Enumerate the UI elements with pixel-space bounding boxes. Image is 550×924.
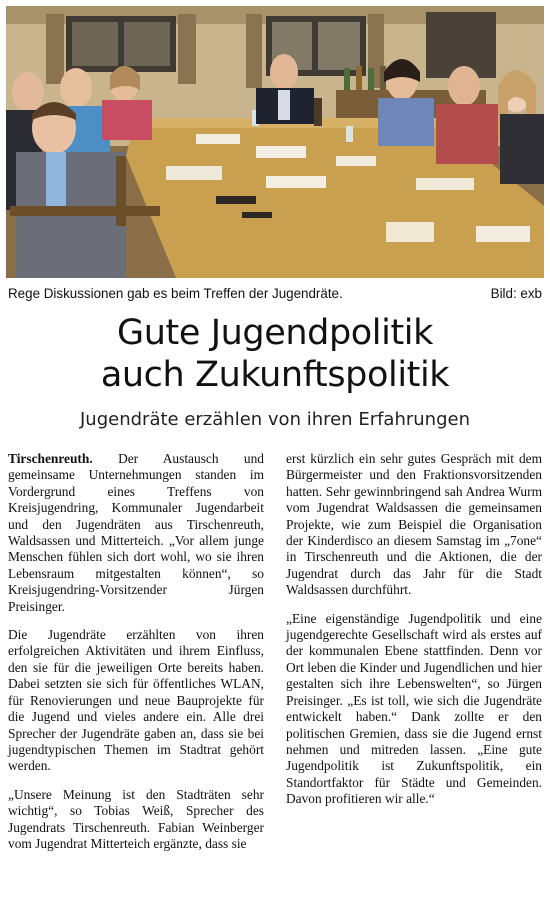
paragraph-4: erst kürzlich ein sehr gutes Gespräch mit dem Bürgermeister und den Fraktionsvorsitzenden hatten. Sehr gewinnbringend sah Andrea Wurm vom Jugendrat Waldsassen die gemeinsamen Projekte, wie zum Beispiel die Organisation der Kinderdisco an diesem Samstag im „7one“ in Tirschenreuth und die Aktionen, die der Jugendrat durch das Jahr für die Stadt Waldsassen durchführt. <box>286 451 542 598</box>
article-column-left <box>8 451 264 864</box>
headline-line-1: Gute Jugendpolitik <box>117 313 433 353</box>
paragraph-2: Die Jugendräte erzählten von ihren erfolgreichen Aktivitäten und ihrem Einfluss, den sie für die jeweiligen Orte bereits haben. Dabei setzten sie sich für öffentliches WLAN, für Renovierungen und neue Bauprojekte für die Jugend und vieles andere ein. Alle drei Sprecher der Jugendräte gaben an, dass sie bei jugendtypischen Themen im Stadtrat gehört werden. <box>8 627 264 774</box>
meeting-photo-illustration <box>6 6 544 278</box>
photo-caption <box>8 286 542 302</box>
headline <box>0 312 550 396</box>
article-photo <box>6 6 544 278</box>
paragraph-3: „Unsere Meinung ist den Stadträten sehr wichtig“, so Tobias Weiß, Sprecher des Jugendrats Tirschenreuth. Fabian Weinberger vom Jugendrat Mitterteich ergänzte, dass sie <box>8 786 264 851</box>
subheadline: Jugendräte erzählen von ihren Erfahrungen <box>80 409 470 430</box>
paragraph-1-text: Der Austausch und gemeinsame Unternehmungen standen im Vordergrund eines Treffens von Kreisjugendring, Kommunaler Jugendarbeit und den Jugendräten aus Tirschenreuth, Waldsassen und Mitterteich. „Vor allem junge Menschen fühlen sich dort wohl, wo sie ihren Lebensraum mitgestalten können“, so Kreisjugendring-Vorsitzender Jürgen Preisinger. <box>8 451 264 614</box>
headline-line-2: auch Zukunftspolitik <box>100 355 450 395</box>
article-column-right <box>286 451 542 820</box>
dateline: Tirschenreuth. <box>8 451 93 466</box>
paragraph-5: „Eine eigenständige Jugendpolitik und eine jugendgerechte Gesellschaft wird als erstes auf der kommunalen Ebene stattfinden. Denn vor Ort leben die Kinder und Jugendlichen und hier gestalten sich ihre Lebenswelten“, so Jürgen Preisinger. „Es ist toll, wie sich die Jugendräte entwickelt haben.“ Dank zollte er den politischen Gremien, dass sie die Jugend ernst nehmen und mitreden lassen. „Eine gute Jugendpolitik ist Zukunftspolitik, ein Standortfaktor für Städte und Gemeinden. Davon profitieren wir alle.“ <box>286 610 542 807</box>
paragraph-1 <box>8 451 264 615</box>
caption-text: Rege Diskussionen gab es beim Treffen der Jugendräte. <box>8 286 343 301</box>
photo-credit: Bild: exb <box>490 286 542 301</box>
